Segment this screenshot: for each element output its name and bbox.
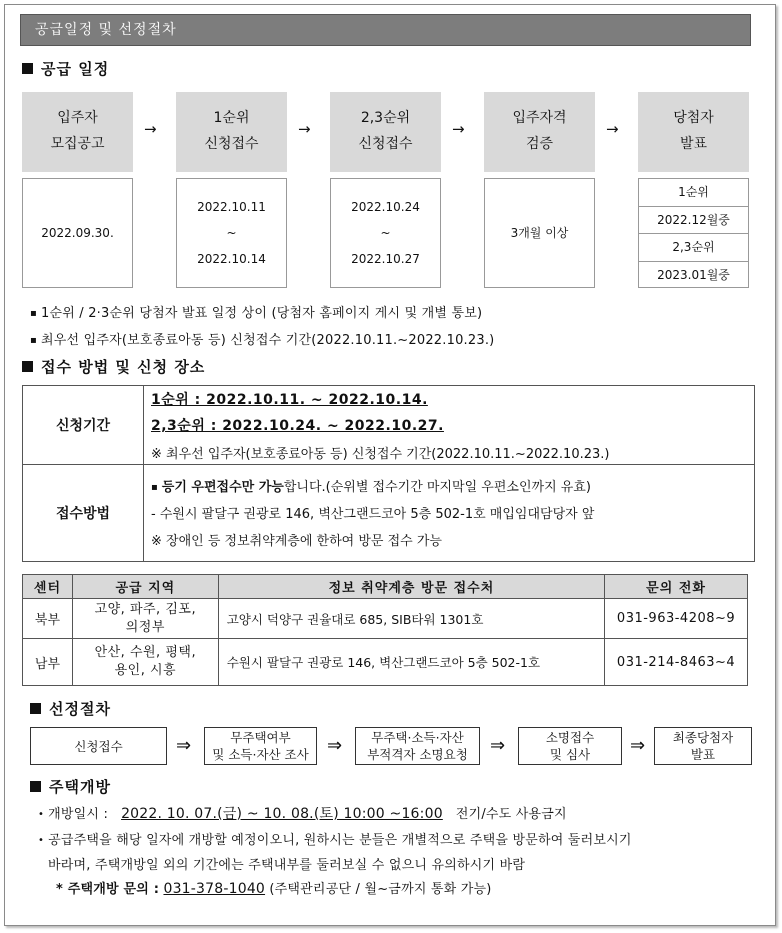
step-first-apply: 1순위 신청접수 — [176, 92, 287, 172]
open-house-desc-1: • 공급주택을 해당 일자에 개방할 예정이오니, 원하시는 분들은 개별적으로 주택을 방문하여 둘러보시기 — [38, 833, 632, 848]
col-region: 공급 지역 — [72, 575, 218, 599]
square-bullet-icon — [22, 361, 33, 372]
double-arrow-icon: ⇒ — [490, 735, 506, 756]
open-house-desc-2: 바라며, 주택개방일 외의 기간에는 주택내부를 둘러보실 수 없으니 유의하시기 바람 — [48, 858, 526, 873]
schedule-heading: 공급 일정 — [22, 58, 109, 79]
method-note: ※ 장애인 등 정보취약계층에 한하여 방문 접수 가능 — [151, 534, 442, 549]
process-step-apply: 신청접수 — [30, 727, 167, 765]
double-arrow-icon: ⇒ — [630, 735, 646, 756]
open-house-date: • 개방일시 : 2022. 10. 07.(금) ~ 10. 08.(토) 10:00 ~16:00 전기/수도 사용금지 — [38, 806, 567, 822]
process-step-investigate: 무주택여부 및 소득·자산 조사 — [204, 727, 317, 765]
open-house-contact: * 주택개방 문의 : 031-378-1040 (주택관리공단 / 월~금까지 통화 가능) — [56, 881, 492, 897]
col-address: 정보 취약계층 방문 접수처 — [218, 575, 604, 599]
schedule-note-1: ▪ 1순위 / 2·3순위 당첨자 발표 일정 상이 (당첨자 홈페이지 게시 및 개별 통보) — [30, 306, 483, 321]
process-heading: 선정절차 — [30, 698, 111, 719]
method-main: ▪ 등기 우편접수만 가능합니다.(순위별 접수기간 마지막일 우편소인까지 유효) — [151, 480, 591, 495]
square-bullet-icon — [30, 781, 41, 792]
application-heading: 접수 방법 및 신청 장소 — [22, 356, 205, 377]
method-address: - 수원시 팔달구 권광로 146, 벽산그랜드코아 5층 502-1호 매입임대담당자 앞 — [151, 507, 595, 522]
square-bullet-icon — [22, 63, 33, 74]
period-priority-note: ※ 최우선 입주자(보호종료아동 등) 신청접수 기간(2022.10.11.~2022.10.23.) — [151, 447, 610, 462]
arrow-icon: → — [298, 120, 311, 138]
open-house-heading: 주택개방 — [30, 776, 111, 797]
arrow-icon: → — [144, 120, 157, 138]
arrow-icon: → — [606, 120, 619, 138]
page-title: 공급일정 및 선정절차 — [20, 14, 751, 46]
process-step-final: 최종당첨자 발표 — [654, 727, 752, 765]
date-second-apply: 2022.10.24 ~ 2022.10.27 — [330, 178, 441, 288]
process-step-review: 소명접수 및 심사 — [518, 727, 622, 765]
double-arrow-icon: ⇒ — [176, 735, 192, 756]
application-table — [22, 385, 755, 562]
period-second: 2,3순위 : 2022.10.24. ~ 2022.10.27. — [151, 418, 444, 434]
square-bullet-icon — [30, 703, 41, 714]
step-second-apply: 2,3순위 신청접수 — [330, 92, 441, 172]
period-first: 1순위 : 2022.10.11. ~ 2022.10.14. — [151, 392, 428, 408]
date-first-apply: 2022.10.11 ~ 2022.10.14 — [176, 178, 287, 288]
table-row: 남부 안산, 수원, 평택, 용인, 시흥 수원시 팔달구 권광로 146, 벽산그랜드코아 5층 502-1호 031-214-8463~4 — [23, 639, 748, 686]
schedule-note-2: ▪ 최우선 입주자(보호종료아동 등) 신청접수 기간(2022.10.11.~2022.10.23.) — [30, 333, 495, 348]
step-notice: 입주자 모집공고 — [22, 92, 133, 172]
arrow-icon: → — [452, 120, 465, 138]
step-verify: 입주자격 검증 — [484, 92, 595, 172]
table-row: 북부 고양, 파주, 김포, 의정부 고양시 덕양구 권율대로 685, SIB타워 1301호 031-963-4208~9 — [23, 599, 748, 639]
step-winners: 당첨자 발표 — [638, 92, 749, 172]
center-table — [22, 574, 748, 686]
date-verify: 3개월 이상 — [484, 178, 595, 288]
col-center: 센터 — [23, 575, 73, 599]
process-step-request: 무주택·소득·자산 부적격자 소명요청 — [355, 727, 480, 765]
col-phone: 문의 전화 — [605, 575, 748, 599]
double-arrow-icon: ⇒ — [327, 735, 343, 756]
winner-dates: 1순위 2022.12월중 2,3순위 2023.01월중 — [638, 178, 749, 288]
date-notice: 2022.09.30. — [22, 178, 133, 288]
method-label: 접수방법 — [23, 464, 144, 561]
period-label: 신청기간 — [23, 386, 144, 464]
